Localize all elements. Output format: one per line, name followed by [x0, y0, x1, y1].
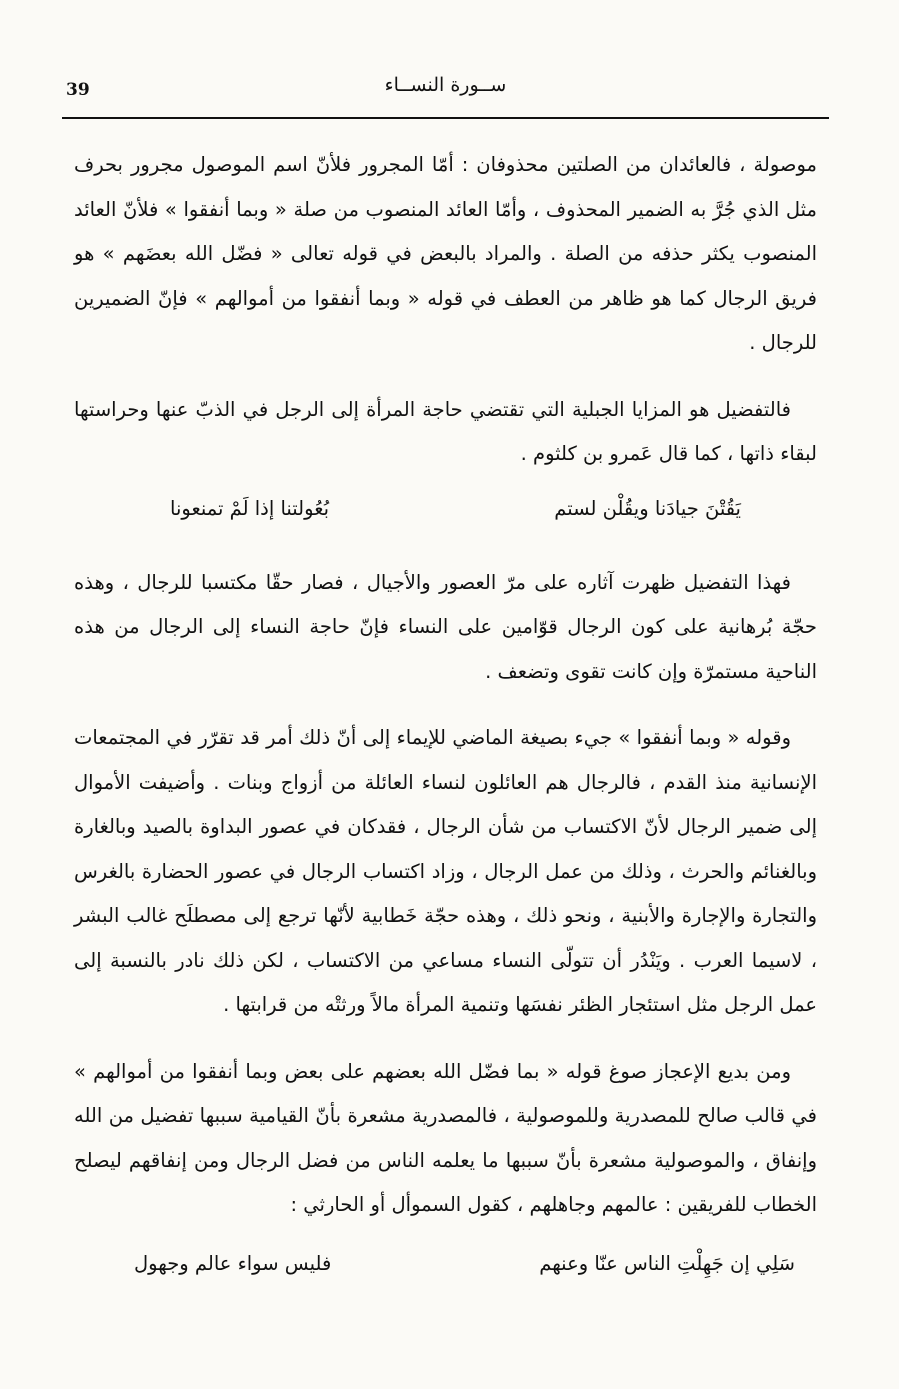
verse-2-first-hemistich: سَلِي إن جَهِلْتِ الناس عنّا وعنهم: [539, 1251, 795, 1275]
running-title: ســورة النســاء: [384, 74, 507, 96]
paragraph-1: موصولة ، فالعائدان من الصلتين محذوفان : أمّا المجرور فلأنّ اسم الموصول مجرور بحرف مثل الذي جُرَّ به الضمير المحذوف ، وأمّا العائد المنصوب من صلة « وبما أنفقوا » فلأنّ العائد المنصوب يكثر حذفه من الصلة . والمراد بالبعض في قوله تعالى « فضّل الله بعضَهم » هو فريق الرجال كما هو ظاهر من العطف في قوله « وبما أنفقوا من أموالهم » فإنّ الضميرين للرجال .: [74, 153, 817, 354]
paragraph-5: ومن بديع الإعجاز صوغ قوله « بما فضّل الله بعضهم على بعض وبما أنفقوا من أموالهم » في قالب صالح للمصدرية وللموصولية ، فالمصدرية مشعرة بأنّ القيامية سببها تفضيل من الله وإنفاق ، والموصولية مشعرة بأنّ سببها ما يعلمه الناس من فضل الرجال ومن إنفاقهم ليصلح الخطاب للفريقين : عالمهم وجاهلهم ، كقول السموأل أو الحارثي :: [74, 1059, 817, 1216]
verse-1: [170, 487, 741, 531]
verse-1-first-hemistich: يَقُتْنَ جيادَنا ويقُلْن لستم: [554, 496, 741, 520]
paragraph-2: فالتفضيل هو المزايا الجبلية التي تقتضي حاجة المرأة إلى الرجل في الذبّ عنها وحراستها لبقاء ذاتها ، كما قال عَمرو بن كلثوم .: [74, 397, 817, 465]
verse-2-second-hemistich: فليس سواء عالم وجهول: [134, 1251, 332, 1275]
page-header: [62, 70, 829, 120]
text-body: [74, 143, 817, 1286]
paragraph-4: وقوله « وبما أنفقوا » جيء بصيغة الماضي للإيماء إلى أنّ ذلك أمر قد تقرّر في المجتمعات الإنسانية منذ القدم ، فالرجال هم العائلون لنساء العائلة من أزواج وبنات . وأضيفت الأموال إلى ضمير الرجال لأنّ الاكتساب من شأن الرجال ، فقدكان في عصور البداوة بالصيد وبالغارة وبالغنائم والحرث ، وذلك من عمل الرجال ، وزاد اكتساب الرجال في عصور الحضارة بالغرس والتجارة والإجارة والأبنية ، ونحو ذلك ، وهذه حجّة خَطابية لأنّها ترجع إلى مصطلَح غالب البشر ، لاسيما العرب . ويَنْدُر أن تتولّى النساء مساعي من الاكتساب ، لكن ذلك نادر بالنسبة إلى عمل الرجل مثل استئجار الظئر نفسَها وتنمية المرأة مالاً ورثتْه من قرابتها .: [74, 726, 817, 1016]
verse-1-second-hemistich: بُعُولتنا إذا لَمْ تمنعونا: [170, 496, 330, 520]
header-rule: [62, 117, 829, 119]
page-number: 39: [66, 80, 90, 100]
verse-2: [134, 1242, 795, 1286]
paragraph-3: فهذا التفضيل ظهرت آثاره على مرّ العصور والأجيال ، فصار حقّا مكتسبا للرجال ، وهذه حجّة بُرهانية على كون الرجال قوّامين على النساء فإنّ حاجة النساء إلى الرجال من هذه الناحية مستمرّة وإن كانت تقوى وتضعف .: [74, 570, 817, 683]
